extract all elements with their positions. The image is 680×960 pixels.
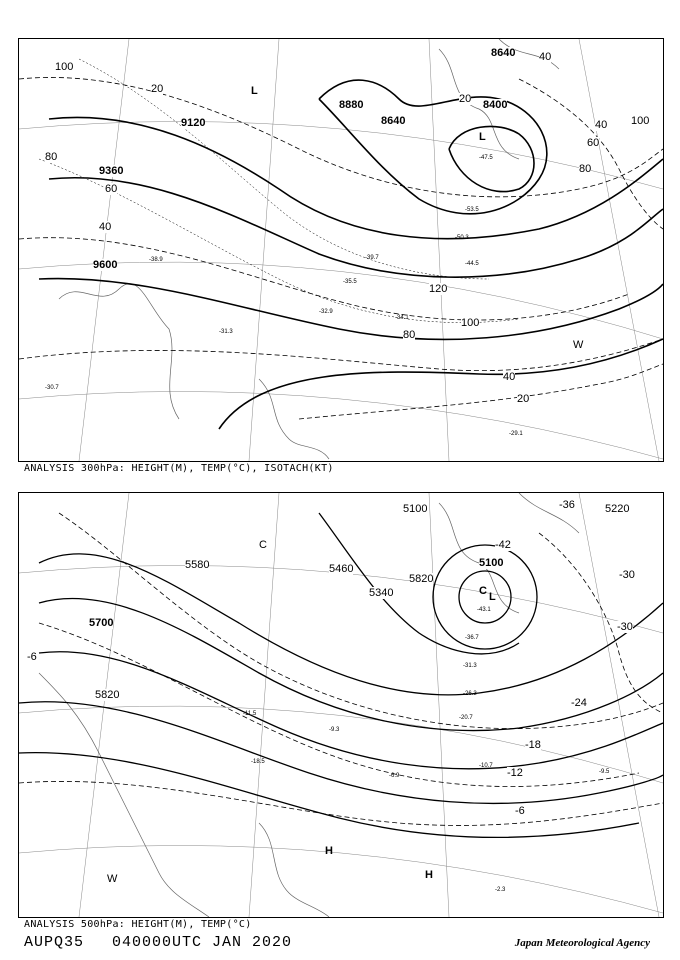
temp-sample: -26.3 [463,691,477,697]
graticule [19,493,663,917]
isotherm-label: -24 [571,697,587,709]
isotach-label: 40 [503,371,516,383]
isotach-label: 80 [579,163,592,175]
height-contours [19,513,663,837]
warm-center: W [573,339,584,351]
height-label: 5580 [185,559,210,571]
height-label: 8880 [339,99,364,111]
temp-sample: -50.3 [455,235,469,241]
temp-sample: -32.9 [319,309,333,315]
warm-center: W [107,873,118,885]
height-label: 5340 [369,587,394,599]
low-pressure-center: L [251,85,258,97]
height-label: 9600 [93,259,118,271]
agency-name: Japan Meteorological Agency [514,937,650,949]
height-label: 5100 [403,503,428,515]
height-label: 5220 [605,503,630,515]
cold-center: C [479,585,487,597]
temp-sample: -2.3 [495,887,506,893]
temp-sample: -11.5 [243,711,257,717]
height-contours [39,80,663,429]
isotherm-label: -6 [515,805,525,817]
isotach-label: 100 [461,317,480,329]
isotach-label: 120 [429,283,448,295]
temp-sample: -30.7 [45,385,59,391]
height-label: 8640 [491,47,516,59]
height-label: 5820 [95,689,120,701]
isotach-label: 40 [99,221,112,233]
isotach-label: 60 [587,137,600,149]
bottom-chart-caption: ANALYSIS 500hPa: HEIGHT(M), TEMP(°C) [24,919,252,930]
height-label: 9360 [99,165,124,177]
temp-sample: -10.7 [479,763,493,769]
temp-sample: -53.5 [465,207,479,213]
isotherm-label: -6 [27,651,37,663]
isotherm-label: -42 [495,539,511,551]
map-500hpa [18,492,664,918]
isotherm-label: -30 [619,569,635,581]
low-pressure-center: L [479,131,486,143]
isotach-label: 40 [595,119,608,131]
height-label: 5700 [89,617,114,629]
height-label: 5460 [329,563,354,575]
height-label: 5100 [479,557,504,569]
map-500hpa-drawing [19,493,663,917]
temp-sample: -43.1 [477,607,491,613]
analysis-datetime: 040000UTC JAN 2020 [112,934,293,951]
temp-sample: -31.3 [219,329,233,335]
isotach-label: 80 [45,151,58,163]
temp-sample: -31.3 [463,663,477,669]
temp-sample: -38.9 [149,257,163,263]
temp-sample: -29.1 [509,431,523,437]
isotach-label: 20 [459,93,472,105]
high-pressure-center: H [425,869,433,881]
isotach-label: 20 [151,83,164,95]
temp-sample: -9.3 [329,727,340,733]
height-label: 9120 [181,117,206,129]
isotherm-label: -12 [507,767,523,779]
map-300hpa [18,38,664,462]
temp-sample: -36.7 [465,635,479,641]
height-label: 5820 [409,573,434,585]
isotach-label: 60 [105,183,118,195]
isotherm-label: -18 [525,739,541,751]
temp-sample: -9.5 [599,769,610,775]
isotach-label: 100 [631,115,650,127]
cold-center: C [259,539,267,551]
temp-sample: -20.7 [459,715,473,721]
high-pressure-center: H [325,845,333,857]
temp-sample: -18.5 [251,759,265,765]
height-label: 8640 [381,115,406,127]
temp-sample: -47.5 [479,155,493,161]
footer-product [24,934,320,951]
temp-sample: -6.9 [389,773,400,779]
temp-sample: -35.5 [343,279,357,285]
isotach-label: 20 [517,393,530,405]
isotach-label: 40 [539,51,552,63]
top-chart-caption: ANALYSIS 300hPa: HEIGHT(M), TEMP(°C), ISOTACH(KT) [24,463,334,474]
low-pressure-center: L [489,591,496,603]
isotach-label: 100 [55,61,74,73]
isotach-label: 80 [403,329,416,341]
temp-sample: -34.1 [395,315,409,321]
temp-sample: -39.7 [365,255,379,261]
isotherm-label: -30 [617,621,633,633]
product-code: AUPQ35 [24,934,85,951]
height-label: 8400 [483,99,508,111]
isotherm-label: -36 [559,499,575,511]
temp-sample: -44.5 [465,261,479,267]
